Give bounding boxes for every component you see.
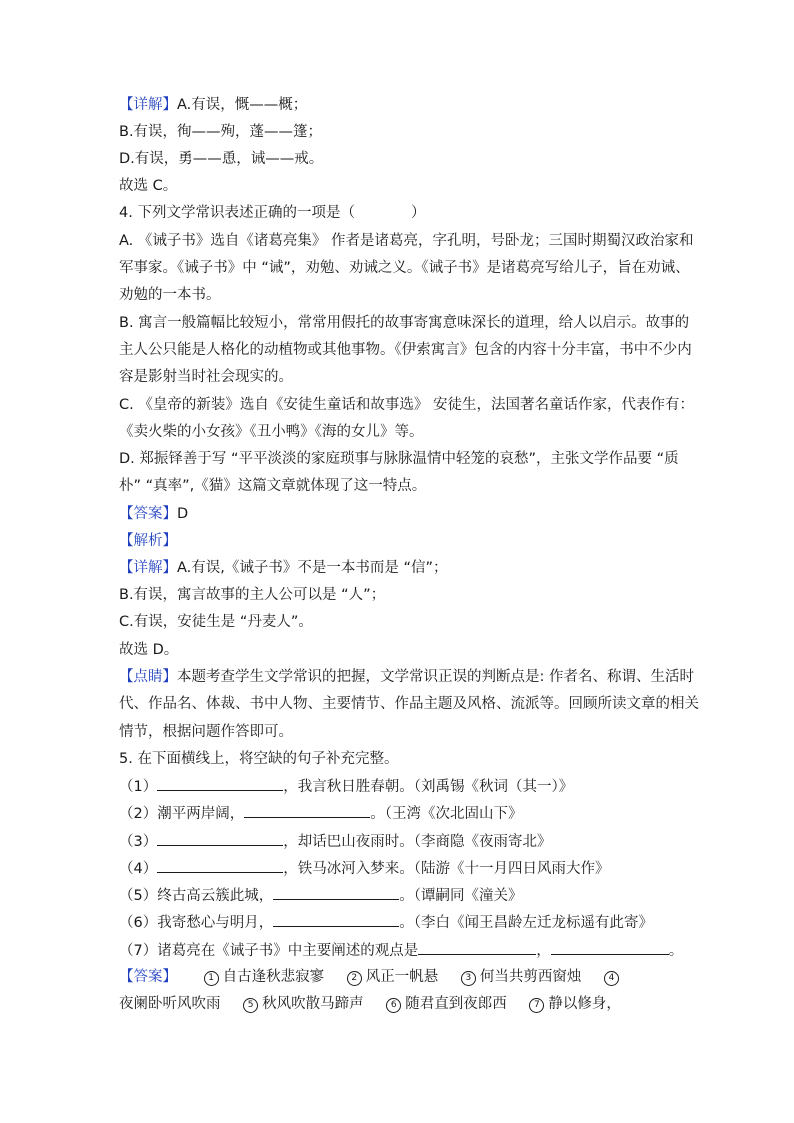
fill-blank[interactable] [273, 912, 399, 927]
q5-item-2 [119, 803, 679, 824]
q4-option-b-line3: 容是影射当时社会现实的。 [119, 369, 293, 385]
item-text: ，铁马冰河入梦来。（陆游《十一月四日风雨大作》 [283, 861, 610, 877]
q4-option-a-line1: A. 《诫子书》选自《诸葛亮集》 作者是诸葛亮，字孔明，号卧龙；三国时期蜀汉政治家和 [119, 233, 694, 249]
q5-item-1 [119, 776, 679, 797]
circled-number: 1 [204, 971, 219, 986]
detail-text: A.有误，慨——概； [177, 97, 308, 113]
answer-item-6 [386, 994, 507, 1014]
q5-stem: 5. 在下面横线上，将空缺的句子补充完整。 [119, 751, 399, 767]
q5-item-5 [119, 885, 679, 906]
circled-number: 5 [243, 998, 258, 1013]
fill-blank[interactable] [157, 858, 283, 873]
item-text: ， [536, 943, 551, 959]
q4-analysis [119, 531, 679, 551]
answer-tag: 【答案】 [119, 506, 177, 522]
q4-option-d-line2: 朴” “真率”,《猫》这篇文章就体现了这一特点。 [119, 478, 427, 494]
q5-answer-line2 [119, 994, 679, 1014]
item-text: 。（王湾《次北固山下》 [370, 806, 523, 822]
fill-blank[interactable] [157, 831, 283, 846]
answer-item-7 [529, 994, 621, 1014]
point-text: 本题考查学生文学常识的把握，文学常识正误的判断点是: 作者名、称谓、生活时 [177, 669, 694, 685]
answer-item-3 [461, 967, 582, 987]
q4-choice: 故选 D。 [119, 642, 179, 658]
item-number: （6） [119, 915, 158, 931]
q4-option-a-line2: 军事家。《诫子书》中 “诫”，劝勉、劝诫之义。《诫子书》是诸葛亮写给儿子，旨在劝诫、 [119, 260, 690, 276]
item-number: （5） [119, 888, 158, 904]
answer-text: 自古逢秋悲寂寥 [222, 969, 325, 985]
item-text: 。（李白《闻王昌龄左迁龙标遥有此寄》 [399, 915, 653, 931]
answer-item-2 [347, 967, 439, 987]
q4-stem-close: ） [410, 205, 426, 221]
item-number: （7） [119, 943, 158, 959]
q4-option-b-line1: B. 寓言一般篇幅比较短小，常常用假托的故事寄寓意味深长的道理，给人以启示。故事的 [119, 315, 690, 331]
q5-item-4 [119, 858, 679, 879]
answer-text: 静以修身， [548, 996, 621, 1012]
q4-option-c-line1: C. 《皇帝的新装》选自《安徒生童话和故事选》 安徒生，法国著名童话作家，代表作有： [119, 397, 694, 413]
fill-blank[interactable] [244, 803, 370, 818]
answer-value: D [177, 506, 189, 522]
q4-option-b-line2: 主人公只能是人格化的动植物或其他事物。《伊索寓言》包含的内容十分丰富，书中不少内 [119, 342, 692, 358]
q5-item-6 [119, 912, 679, 933]
item-text: ，我言秋日胜春朝。（刘禹锡《秋词（其一）》 [283, 779, 574, 795]
analysis-tag: 【解析】 [119, 533, 177, 549]
item-text: 。 [668, 943, 684, 959]
answer-item-4 [604, 967, 623, 987]
item-number: （3） [119, 834, 158, 850]
detail-text: A.有误,《诫子书》不是一本书而是 “信”； [177, 560, 448, 576]
q4-stem [119, 203, 679, 223]
detail-tag: 【详解】 [119, 97, 177, 113]
item-text: 终古高云簇此城， [157, 888, 274, 904]
circled-number: 6 [386, 998, 401, 1013]
q4-point-line1 [119, 667, 694, 687]
fill-blank[interactable] [273, 885, 399, 900]
q4-detail-b: B.有误，寓言故事的主人公可以是 “人”； [119, 587, 386, 603]
q4-point-line2: 代、作品名、体裁、书中人物、主要情节、作品主题及风格、流派等。回顾所读文章的相关 [119, 696, 699, 712]
circled-number: 2 [347, 971, 362, 986]
answer-text: 何当共剪西窗烛 [479, 969, 582, 985]
item-text: 。（谭嗣同《潼关》 [399, 888, 523, 904]
q5-answer-line1 [119, 967, 679, 987]
circled-number: 3 [461, 971, 476, 986]
item-text: 我寄愁心与明月， [157, 915, 274, 931]
fill-blank[interactable] [418, 940, 536, 955]
q4-stem-text: 4. 下列文学常识表述正确的一项是（ [119, 205, 355, 221]
item-text: 潮平两岸阔， [157, 806, 245, 822]
q3-choice: 故选 C。 [119, 178, 178, 194]
answer-text: 秋风吹散马蹄声 [262, 996, 364, 1012]
item-number: （1） [119, 779, 158, 795]
q5-item-7 [119, 940, 684, 961]
item-text: ，却话巴山夜雨时。（李商隐《夜雨寄北》 [283, 834, 552, 850]
answer-text: 风正一帆悬 [365, 969, 439, 985]
point-tag: 【点睛】 [119, 669, 177, 685]
q4-option-a-line3: 劝勉的一本书。 [119, 287, 221, 303]
q5-item-3 [119, 831, 679, 852]
answer-tag: 【答案】 [119, 969, 177, 985]
q3-detail-line [119, 95, 679, 115]
q4-option-c-line2: 《卖火柴的小女孩》《丑小鸭》《海的女儿》等。 [119, 424, 424, 440]
item-number: （4） [119, 861, 158, 877]
q3-line-b: B.有误，徇——殉，蓬——篷； [119, 124, 323, 140]
q4-option-d-line1: D. 郑振铎善于写 “平平淡淡的家庭琐事与脉脉温情中轻笼的哀愁”，主张文学作品要 “质 [119, 451, 679, 467]
q4-point-line3: 情节，根据问题作答即可。 [119, 724, 293, 740]
q3-line-d: D.有误，勇——恿，诫——戒。 [119, 151, 324, 167]
answer-text: 随君直到夜郎西 [405, 996, 507, 1012]
circled-number: 4 [604, 971, 619, 986]
q4-answer [119, 504, 679, 524]
q4-detail [119, 558, 679, 578]
q4-detail-c: C.有误，安徒生是 “丹麦人”。 [119, 614, 313, 630]
fill-blank[interactable] [551, 940, 669, 955]
answer-item-5 [243, 994, 364, 1014]
item-number: （2） [119, 806, 158, 822]
fill-blank[interactable] [157, 776, 283, 791]
item-text: 诸葛亮在《诫子书》中主要阐述的观点是 [157, 943, 419, 959]
answer-text: 夜阑卧听风吹雨 [119, 996, 221, 1012]
answer-item-1 [204, 967, 325, 987]
circled-number: 7 [529, 998, 544, 1013]
detail-tag: 【详解】 [119, 560, 177, 576]
